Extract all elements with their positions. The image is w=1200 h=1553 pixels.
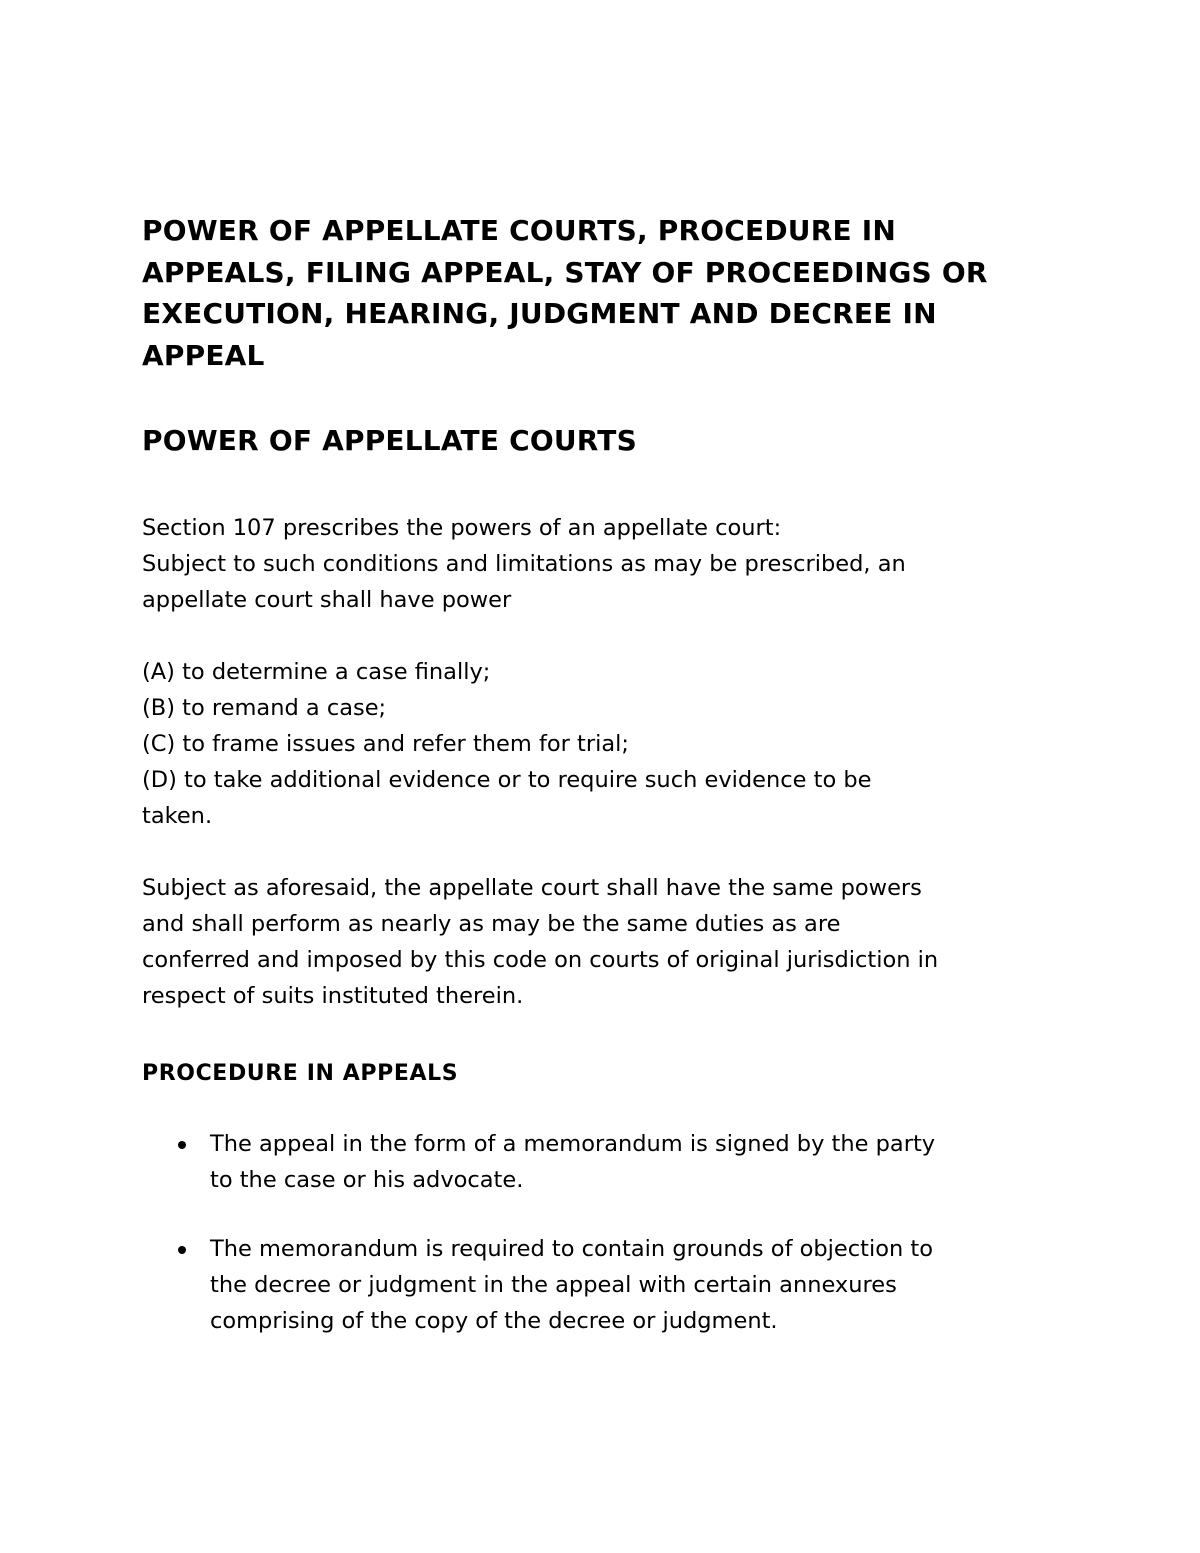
bullet-line: comprising of the copy of the decree or judgment. xyxy=(210,1307,778,1334)
intro-line: appellate court shall have power xyxy=(142,586,512,613)
power-item-continued: taken. xyxy=(142,802,213,829)
power-item: (A) to determine a case finally; xyxy=(142,658,491,685)
subject-line: Subject as aforesaid, the appellate court shall have the same powers xyxy=(142,874,922,901)
document-page xyxy=(142,210,1062,1372)
subject-line: respect of suits instituted therein. xyxy=(142,982,524,1009)
subject-line: and shall perform as nearly as may be the same duties as are xyxy=(142,910,841,937)
bullet-line: The memorandum is required to contain grounds of objection to xyxy=(210,1235,933,1262)
bullet-line: the decree or judgment in the appeal with certain annexures xyxy=(210,1271,897,1298)
subject-paragraph xyxy=(142,870,1062,1014)
power-item: (D) to take additional evidence or to require such evidence to be xyxy=(142,766,872,793)
intro-line: Subject to such conditions and limitations as may be prescribed, an xyxy=(142,550,906,577)
bullet-dot-icon xyxy=(178,1246,186,1254)
procedure-bullet-list xyxy=(142,1126,1062,1339)
power-item: (C) to frame issues and refer them for trial; xyxy=(142,730,629,757)
title-line: APPEALS, FILING APPEAL, STAY OF PROCEEDINGS OR xyxy=(142,255,988,289)
title-line: EXECUTION, HEARING, JUDGMENT AND DECREE IN xyxy=(142,297,937,330)
bullet-dot-icon xyxy=(178,1141,186,1149)
bullet-line: The appeal in the form of a memorandum is signed by the party xyxy=(210,1130,936,1157)
document-title xyxy=(142,210,1062,376)
powers-list xyxy=(142,654,1062,834)
title-line: APPEAL xyxy=(142,338,265,372)
bullet-line: to the case or his advocate. xyxy=(210,1166,524,1193)
intro-line: Section 107 prescribes the powers of an appellate court: xyxy=(142,514,782,541)
title-line: POWER OF APPELLATE COURTS, PROCEDURE IN xyxy=(142,214,896,247)
subject-line: conferred and imposed by this code on courts of original jurisdiction in xyxy=(142,946,939,973)
power-item: (B) to remand a case; xyxy=(142,694,387,721)
list-item xyxy=(142,1126,1062,1198)
section-heading: POWER OF APPELLATE COURTS xyxy=(142,424,637,457)
procedure-heading: PROCEDURE IN APPEALS xyxy=(142,1060,459,1086)
intro-paragraph xyxy=(142,510,1062,618)
list-item xyxy=(142,1231,1062,1339)
